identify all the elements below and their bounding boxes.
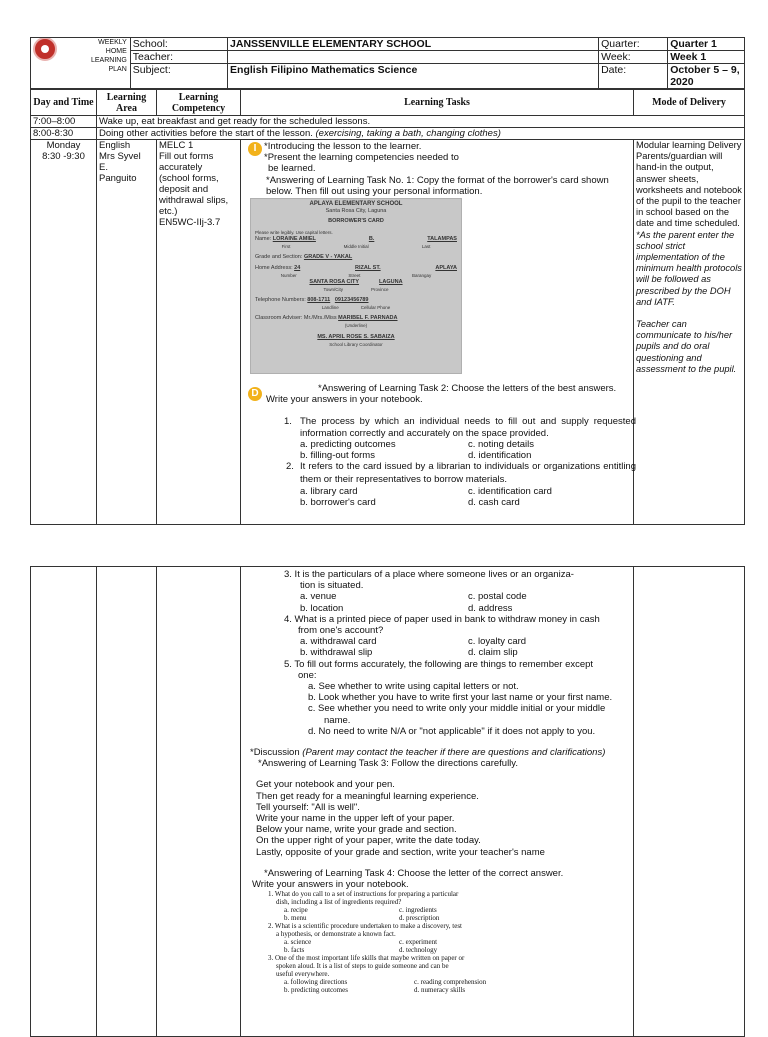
subject-label: Subject: <box>130 64 227 89</box>
col-mode-delivery: Mode of Delivery <box>634 90 745 116</box>
week-label: Week: <box>599 51 668 64</box>
school-label: School: <box>130 38 227 51</box>
task4-questions: 1. What do you call to a set of instructions for preparing a particular dish, including a list of ingredients required? a. recipe c. ingredients b. menu d. prescription 2. What is a scientific procedure undertaken to make a discovery, test a hypothesis, or demonstrate a known fact. a. science c. experiment b. facts d. technology 3. One of the most important life skills that maybe written on paper or spoken aloud. It is a list of steps to guide someone and can be useful everywhere. a. following directions c. reading comprehension b. predicting outcomes d. numeracy skills <box>268 890 487 995</box>
question-4: 4. What is a printed piece of paper used in bank to withdraw money in cash from one's account? a. withdrawal card c. loyalty card b. withdrawal slip d. claim slip <box>284 613 600 659</box>
tasks-intro: I *Introducing the lesson to the learner. *Present the learning competencies needed to be learned. *Answering of Learning Task No. 1: Copy the format of the borrower's card shown below. Then fill out using your personal information. <box>248 141 636 197</box>
week-value: Week 1 <box>668 51 745 64</box>
date-value: October 5 – 9, 2020 <box>668 64 745 89</box>
col-day-time: Day and Time <box>31 90 97 116</box>
question-5: 5. To fill out forms accurately, the following are things to remember except one: a. See whether to write using capital letters or not. b. Look whether you have to write first your last name or your first name. c. See whether you need to write only your middle initial or your middle name. d. No need to write N/A or "not applicable" if it does not apply to you. <box>284 658 613 737</box>
area-cell-2 <box>97 567 157 1037</box>
delivery-cell-2 <box>634 567 745 1037</box>
row-activity-1: Wake up, eat breakfast and get ready for the scheduled lessons. <box>97 116 745 128</box>
row-time-1: 7:00–8:00 <box>31 116 97 128</box>
badge-d-icon: D <box>248 387 262 401</box>
col-learning-tasks: Learning Tasks <box>241 90 634 116</box>
tasks-continued: 3. It is the particulars of a place where someone lives or an organiza- tion is situated. a. venue c. postal code b. location d. address 4. What is a printed piece of paper used in bank to withdraw money in cash from one's account? a. withdrawal card c. loyalty card b. withdrawal slip d. claim slip 5. To fill out forms accurately, the following are things to remember except one: a. See whether to write using capital letters or not. b. Look whether you have to write first your last name or your first name. c. See whether you need to write only your middle initial or your middle name. d. No need to write N/A or "not applicable" if it does not apply to you. *Discussion (Parent may contact the teacher if there are questions and clarifications) *Answering of Learning Task 3: Follow the directions carefully. Get your notebook and your pen. Then get ready for a meaningful learning experience. Tell yourself: "All is well". Write your name in the upper left of your paper. Below your name, write your grade and section. On the upper right of your paper, write the date today. Lastly, opposite of your grade and section, write your teacher's name *Answering of Learning Task 4: Choose the letter of the correct answer. Write your answers in your notebook. 1. What do you call to a set of instructions for preparing a particular dish, including a list of ingredients required? a. recipe c. ingredients b. menu d. prescription 2. What is a scientific procedure undertaken to make a discovery, test a hypothesis, or demonstrate a known fact. a. science c. experiment b. facts d. technology 3. One of the most important life skills that maybe written on paper or spoken aloud. It is a list of steps to guide someone and can be useful everywhere. a. following directions c. reading comprehension b. predicting outcomes d. numeracy skills <box>250 569 636 994</box>
header-table <box>30 37 745 89</box>
question-1: 1. The process by which an individual needs to fill out and supply requested information correctly and accurately on the space provided. a. predicting outcomes c. noting details b. filling-out forms d. identification <box>284 416 636 462</box>
quarter-value: Quarter 1 <box>668 38 745 51</box>
task3-directions: Get your notebook and your pen. Then get ready for a meaningful learning experience. Tell yourself: "All is well". Write your name in the upper left of your paper. Below your name, write your grade and section. On the upper right of your paper, write the date today. Lastly, opposite of your grade and section, write your teacher's name <box>256 779 545 858</box>
day-time-cell-2 <box>31 567 97 1037</box>
borrowers-card-image: APLAYA ELEMENTARY SCHOOL Santa Rosa City, Laguna BORROWER'S CARD Please write legibly. Use capital letters. Name: LORAINE AMIEL B. TALAMPAS First Middle Initial Last Grade and Section: GRADE V - YAKAL Home Address: 24 RIZAL ST. APLAYA Number Street Barangay SANTA ROSA CITY LAGUNA Town/City Province Telephone Numbers: 808-1711 09123456789 Landline Cellular Phone Classroom Adviser: Mr./Mrs./Miss MARIBEL F. PARNADA (Underline) MS. APRIL ROSE S. SABAIZA School Library Coordinator <box>250 198 462 374</box>
teacher-value <box>228 51 599 64</box>
page-2 <box>0 566 768 1024</box>
learning-area-cell: English Mrs Syvel E. Panguito <box>97 140 157 525</box>
question-3: 3. It is the particulars of a place where someone lives or an organiza- tion is situated. a. venue c. postal code b. location d. address <box>284 569 574 614</box>
row-activity-2: Doing other activities before the start of the lesson. (exercising, taking a bath, changing clothes) <box>97 128 745 140</box>
question-2: 2. It refers to the card issued by a librarian to individuals or organizations entitling them or their representatives to borrow materials. a. library card c. identification card b. borrower's card d. cash card <box>286 461 636 509</box>
col-learning-area: Learning Area <box>97 90 157 116</box>
competency-cell-2 <box>157 567 241 1037</box>
teacher-label: Teacher: <box>130 51 227 64</box>
competency-cell: MELC 1 Fill out forms accurately (school forms, deposit and withdrawal slips, etc.) EN5WC-IIj-3.7 <box>157 140 241 525</box>
task1-instruction: *Answering of Learning Task No. 1: Copy the format of the borrower's card shown below. Then fill out using your personal information. <box>266 174 609 197</box>
date-label: Date: <box>599 64 668 89</box>
badge-i-icon: I <box>248 142 262 156</box>
dll-title: WEEKLY HOME LEARNING PLAN <box>31 38 131 89</box>
monday-cell: Monday 8:30 -9:30 <box>31 140 97 525</box>
task2-block: D *Answering of Learning Task 2: Choose the letters of the best answers. Write your answers in your notebook. 1. The process by which an individual needs to fill out and supply requested information correctly and accurately on the space provided. a. predicting outcomes c. noting details b. filling-out forms d. identification 2. It refers to the card issued by a librarian to individuals or organizations entitling them or their representatives to borrow materials. a. library card c. identification card b. borrower's card d. cash card <box>248 383 636 509</box>
school-value: JANSSENVILLE ELEMENTARY SCHOOL <box>228 38 599 51</box>
subject-value: English Filipino Mathematics Science <box>228 64 599 89</box>
discussion-line: *Discussion (Parent may contact the teacher if there are questions and clarifications) <box>250 747 606 759</box>
row-time-2: 8:00-8:30 <box>31 128 97 140</box>
col-competency: Learning Competency <box>157 90 241 116</box>
quarter-label: Quarter: <box>599 38 668 51</box>
delivery-cell: Modular learning Delivery Parents/guardian will hand-in the output, answer sheets, worksheets and notebook of the pupil to the teacher in school based on the date and time scheduled. *As the parent enter the school strict implementation of the minimum health protocols will be followed as prescribed by the DOH and IATF. Teacher can communicate to his/her pupils and do oral questioning and assessment to the pupil. <box>634 140 745 525</box>
